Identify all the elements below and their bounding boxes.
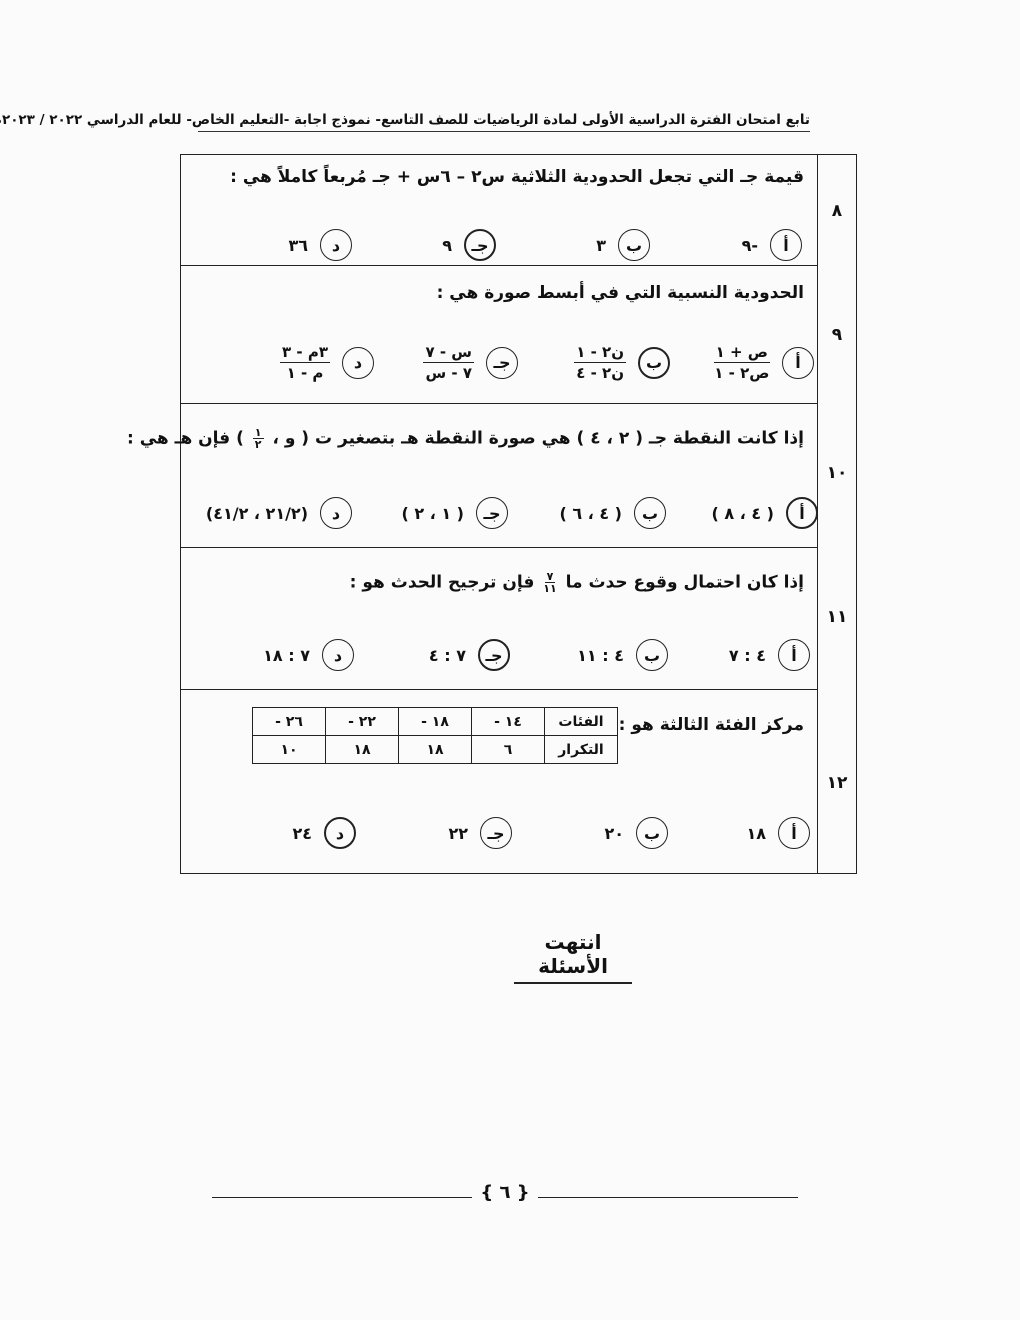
option-value: ٧ : ٤ [428,645,466,665]
option-letter: أ [770,229,802,261]
question-11 [181,547,818,690]
option-b[interactable] [577,639,668,671]
option-value: ٢٤ [292,823,312,843]
option-letter: أ [782,347,814,379]
option-letter: د [322,639,354,671]
table-row [253,708,618,736]
option-letter: د [324,817,356,849]
option-value: ٣٦ [288,235,308,255]
fraction-numerator: ن٢ - ١ [576,343,624,361]
table-cell: ٦ [472,736,545,764]
option-letter: جـ [486,347,518,379]
option-a-selected[interactable] [711,497,818,529]
question-number: ١١ [826,607,848,627]
fraction-numerator: ٧ [546,570,554,583]
option-value: ١٨ [746,823,766,843]
stem-part-a: إذا كانت النقطة جـ ( ٢ ، ٤ ) هي صورة النقطة هـ بتصغير ت ( و ، [272,428,804,449]
option-c[interactable] [423,343,518,382]
stem-part-b: ) فإن هـ هي : [127,428,244,449]
option-a[interactable] [729,639,810,671]
option-c[interactable] [448,817,512,849]
option-d[interactable] [280,343,374,382]
option-value: ٧ : ١٨ [263,645,310,665]
table-cell: ١٨ [326,736,399,764]
option-b-selected[interactable] [574,343,670,382]
option-letter: ب [636,639,668,671]
fraction-numerator: ص + ١ [715,343,768,361]
stem-part-b: فإن ترجيح الحدث هو : [349,572,535,593]
end-of-questions: انتهت الأسئلة [514,930,632,984]
option-value: ( ٤ ، ٨ ) [711,503,774,523]
option-d[interactable] [288,229,352,261]
fraction-numerator: ١ [254,426,262,439]
questions-table [127,154,857,874]
fraction-denominator: م - ١ [286,364,324,382]
option-value: -٩ [741,235,758,255]
option-letter: أ [778,817,810,849]
option-value: ٢٢ [448,823,468,843]
option-letter: أ [786,497,818,529]
option-a[interactable] [746,817,810,849]
option-fraction [423,343,474,382]
fraction-numerator: ٣م - ٣ [282,343,328,361]
option-c[interactable] [401,497,508,529]
exam-header: تابع امتحان الفترة الدراسية الأولى لمادة الرياضيات للصف التاسع- نموذج اجابة -التعليم الخاص- للعام الدراسي ٢٠٢٢ / ٢٠٢٣ [198,112,810,132]
table-header-cell: الفئات [545,708,618,736]
table-cell: ١٨ [399,736,472,764]
option-letter: جـ [464,229,496,261]
option-b[interactable] [604,817,668,849]
question-10 [127,403,818,548]
option-letter: د [342,347,374,379]
question-stem [350,571,804,594]
table-cell: ١٨ - [399,708,472,736]
option-b[interactable] [596,229,650,261]
option-value: ٣ [596,235,606,255]
option-letter: جـ [478,639,510,671]
option-letter: د [320,229,352,261]
question-8 [181,155,818,266]
option-value: ٤ : ٧ [728,645,766,665]
fraction-numerator: س - ٧ [425,343,472,361]
option-value: ٢٠ [604,823,624,843]
option-b[interactable] [559,497,666,529]
question-stem [127,427,804,450]
option-letter: ب [636,817,668,849]
fraction-denominator: ص٢ - ١ [714,364,770,382]
page-number: { ٦ } [480,1182,530,1203]
stem-fraction [543,571,556,594]
option-a[interactable] [742,229,802,261]
option-letter: أ [778,639,810,671]
option-value: ( ١ ، ٢ ) [401,503,464,523]
option-a[interactable] [714,343,814,382]
table-cell: ٢٢ - [326,708,399,736]
footer-rule-right [538,1197,798,1198]
question-stem: قيمة جـ التي تجعل الحدودية الثلاثية س٢ – ٦س + جـ مُربعاً كاملاً هي : [230,167,804,187]
option-d[interactable] [263,639,354,671]
fraction-denominator: ن٢ - ٤ [576,364,624,382]
option-letter: ب [618,229,650,261]
option-fraction [280,343,330,382]
table-row [253,736,618,764]
option-letter: ب [638,347,670,379]
footer-rule-left [212,1197,472,1198]
option-letter: د [320,497,352,529]
option-d[interactable] [206,497,352,529]
question-number: ٨ [831,201,843,221]
option-c-selected[interactable] [442,229,496,261]
question-number-column [817,155,856,873]
option-fraction [714,343,770,382]
option-value: ( ٤ ، ٦ ) [559,503,622,523]
question-stem: مركز الفئة الثالثة هو : [618,715,804,735]
question-number: ١٠ [826,463,848,483]
table-cell: ١٤ - [472,708,545,736]
fraction-denominator: ٢ [254,438,262,451]
fraction-denominator: ١١ [543,582,557,595]
question-9 [181,265,818,404]
frequency-table [252,707,618,764]
fraction-denominator: ٧ - س [425,364,472,382]
table-header-cell: التكرار [545,736,618,764]
option-fraction [574,343,626,382]
option-value: ٩ [442,235,452,255]
option-c-selected[interactable] [429,639,510,671]
question-number: ٩ [831,325,843,345]
question-stem: الحدودية النسبية التي في أبسط صورة هي : [436,283,804,303]
option-d-selected[interactable] [292,817,356,849]
option-letter: جـ [476,497,508,529]
table-cell: ١٠ [253,736,326,764]
option-letter: ب [634,497,666,529]
question-number: ١٢ [826,773,848,793]
option-value: ٤ : ١١ [577,645,624,665]
question-12 [181,689,818,873]
option-letter: جـ [480,817,512,849]
table-cell: ٢٦ - [253,708,326,736]
option-value: (٢١/٢ ، ٤١/٢) [205,503,308,523]
stem-fraction [253,427,264,450]
stem-part-a: إذا كان احتمال وقوع حدث ما [565,572,804,593]
